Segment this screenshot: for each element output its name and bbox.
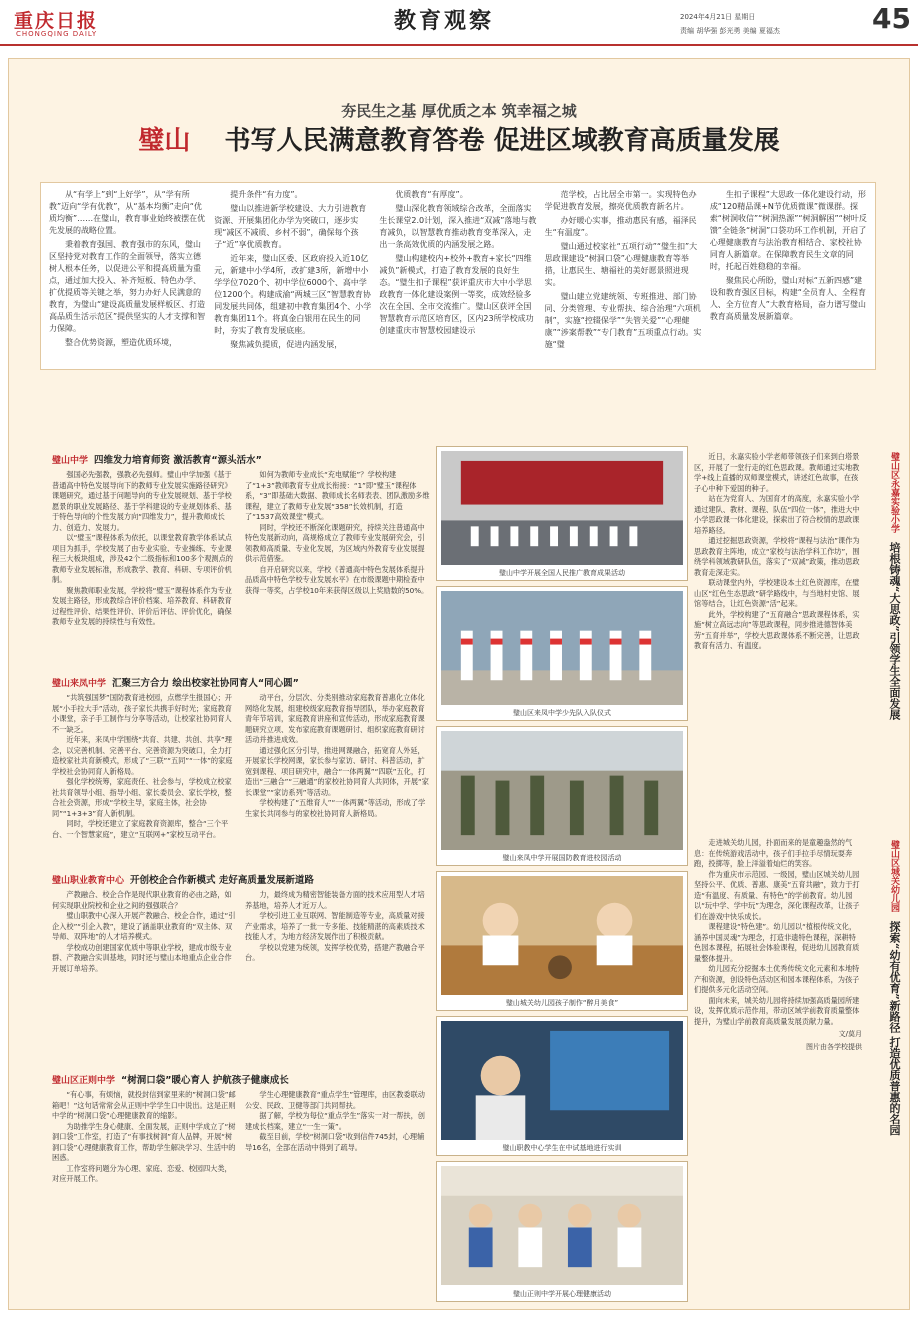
lead-column — [545, 189, 702, 363]
right-paragraph: 近日，永嘉实验小学老师带领孩子们来到白塔景区，开展了一堂行走的红色思政课。教师通过实地教学+线上直播的双师课堂模式，讲述红色故事，在孩子心中种下爱国的种子。 — [694, 452, 860, 493]
section-column — [245, 693, 430, 840]
lead-paragraph: 整合优势资源，塑造优质环境， — [65, 338, 177, 347]
right-paragraph: 作为重庆市示范园、一级园，璧山区城关幼儿园坚持公平、优质、普惠、康美“五育共融”，致力于打造“有温度、有质量、有特色”的学前教育。幼儿园以“玩中学、学中玩”为理念，深化课程改革，让孩子们在游戏中快乐成长。 — [694, 869, 860, 921]
lead-paragraph: 聚焦减负提质，促进内涵发展， — [230, 340, 343, 349]
section-paragraph: 动平台，分层次、分类别推动家庭教育普惠化立体化网络化发展，组建校级家庭教育指导团队，举办家庭教育青年节培训，家庭教育讲座和宣传活动，形成家庭教育课题研究立项、发布家庭教育课题研讨、组织家庭教育研讨活动并推进成效。 — [245, 693, 425, 744]
section-chengguan-headline: 探索“幼有优育”新路径 打造优质普惠的名园 — [888, 921, 901, 1136]
section-yongjia-text — [694, 452, 862, 832]
section-header — [52, 675, 430, 689]
section-header — [52, 872, 430, 886]
section-column — [52, 1090, 237, 1185]
photo-5 — [436, 1016, 688, 1156]
photo-4 — [436, 871, 688, 1011]
photo-3-caption: 璧山来凤中学开展国防教育进校园活动 — [502, 854, 622, 862]
right-paragraph: 通过挖掘思政资源，学校将“课程与法治”课作为思政教育主阵地，成立“家校与法治学科工作坊”，围绕学科领域教研队伍，落实了“双减”政策，推动思政教育走深走实。 — [694, 536, 860, 577]
section-column — [52, 693, 237, 840]
headline-place: 璧山 — [138, 126, 191, 156]
section-yongjia-org: 璧山区永嘉实验小学 — [889, 452, 899, 533]
section-org: 璧山来凤中学 — [52, 678, 107, 689]
section-org: 璧山区正则中学 — [52, 1075, 116, 1086]
section-org: 璧山职业教育中心 — [52, 875, 125, 886]
section-columns — [52, 1090, 430, 1185]
section-title: 教育观察 — [394, 8, 495, 34]
section-column — [245, 1090, 430, 1185]
photo-1-image — [441, 451, 683, 565]
issue-staff: 责编 胡华强 彭光勇 美编 夏福杰 — [680, 27, 780, 35]
section-column — [245, 470, 430, 628]
section-paragraph: 强国必先强教，强教必先强师。璧山中学加强《基于普通高中特色发展导向下的教师专业发展实施路径研究》课题研究，通过基于问题导向的专业发展规划、基于学校愿景的职业发展路径、基于学科建设的专业规划体系、基于特色导向的个性发展方向“四维发力”，提升教师成长力、创造力、发展力。 — [52, 470, 232, 532]
masthead — [0, 0, 918, 46]
lead-paragraph: 璧山通过校家社“五项行动”“璧生扣”大思政课建设“树洞口袋”心理健康教育等举措，让惠民生、塘福社的美好愿景照进现实。 — [544, 242, 698, 287]
lead-paragraph: 办好暖心实事，推动惠民有感，福泽民生“有温度”。 — [544, 216, 697, 237]
photo-strip — [436, 446, 688, 1302]
section-chengguan-title — [864, 840, 904, 1290]
section-paragraph: 同时，学校还不断深化课题研究，持续关注普通高中特色发展新动向，高规格成立了教师专业发展研究会，引领教师高质量、专业化发展，为区域内外教育专业发展提供示范借鉴。 — [245, 522, 425, 563]
lead-paragraph: 璧山构建校内+校外+教育+家长“四维减负”新模式，打造了教育发展的良好生态。“璧生扣子课程”获评重庆市大中小学思政教育一体化建设案例一等奖，成效经验多次在全国、全市交流推广。璧山区获评全国智慧教育示范区培育区，区内23所学校成功创建重庆市智慧校园建设示 — [379, 254, 534, 335]
photo-4-image — [441, 876, 683, 995]
lead-box — [40, 182, 876, 370]
section-paragraph: 学校构建了“五维育人”“一体两翼”等活动，形成了学生家长共同参与的家校社协同育人新格局。 — [245, 798, 426, 818]
section-paragraph: 如何为教师专业成长“充电赋能”？学校构建了“1+3”教师教育专业成长衔接：“1”即“璧玉”课程体系，“3”即基础大数据、教师成长名师表表、团队激励多维课程，建立了教师专业发展“358”长效机制，打造了“1537高效课堂”模式。 — [245, 470, 430, 521]
page-number: 45 — [872, 2, 911, 35]
photo-credit: 图片由各学校提供 — [806, 1042, 862, 1051]
section-title: 汇聚三方合力 绘出校家社协同育人“同心圆” — [112, 678, 299, 689]
section-column — [52, 890, 237, 974]
photo-6-caption: 璧山正则中学开展心理健康活动 — [513, 1290, 611, 1298]
section-column — [52, 470, 237, 628]
photo-2-caption: 璧山区来凤中学少先队入队仪式 — [513, 709, 611, 717]
section-columns — [52, 470, 430, 628]
right-column — [694, 446, 862, 1302]
section-paragraph: 学校引进工业互联网、智能制造等专业，高质量对接产业需求，培养了一批一专多能、技能精湛的高素质技术技能人才，为地方经济发展作出了积极贡献。 — [245, 911, 425, 941]
section-paragraph: 近年来，来凤中学围绕“共育、共建、共创、共享”理念，以完善机制、完善平台、完善资源为突破口，全力打造校家社共育新模式，形成了“三联”“五同”“一体”的家庭学校社会协同育人新格局。 — [52, 735, 233, 776]
lead-column — [214, 189, 371, 363]
section-paragraph: 力，最终成为精密智能装备方面的技术应用型人才培养基地，培养人才近万人。 — [245, 890, 425, 910]
section-yongjia-title — [864, 452, 904, 832]
section-org: 璧山中学 — [52, 455, 89, 466]
section-paragraph: 聚焦教师职业发展，学校将“璧玉”课程体系作为专业发展主路径，形成教综合评价档案、培养教育、科研教育过程性评价、结果性评价、评价后评估、评价优化，确保教师专业发展的持续性与有效性。 — [52, 585, 232, 626]
section-paragraph: 通过强化区分引导，推进网课融合，拓宽育人外延，开展家长学校网课，家长参与家访、研讨、科普活动，扩宽到课程、项目研究中，融合“一体两翼”“四联”五化，打造出“三融合”“三融通”的家校社协同育人共同体，开展“家长课堂”“家访系列”等活动。 — [245, 745, 429, 797]
author-line: 文/莫月 — [838, 1030, 862, 1038]
right-paragraph: 幼儿园充分挖掘本土优秀传统文化元素和本地特产和资源，创设特色活动区和园本课程体系，为孩子们提供多元化活动空间。 — [694, 964, 860, 994]
section-paragraph: 学校成功创建国家优质中等职业学校，建成市级专业群、产教融合实训基地，同时还与璧山本地重点企业合作开展订单培养。 — [52, 942, 232, 973]
newspaper-logo: 重庆日报 — [14, 10, 99, 32]
section-title: 四维发力培育师资 激活教育“源头活水” — [94, 455, 262, 466]
photo-1-caption: 璧山中学开展全国人民推广教育成果活动 — [499, 569, 625, 577]
section-chengguan-text — [694, 838, 862, 1298]
right-paragraph: 此外，学校构建了“五育融合”思政课程体系，实施“树立高远志向”等思政课程，同步推进德智体美劳“五育并举”，学校大思政课体系不断完善，让思政教育有活力、有温度。 — [694, 609, 860, 650]
lead-paragraph: 璧山建立党建统领、专班推进、部门协同、分类管理、专业帮扶、综合治理“六项机制”，实施“控辍保学”“失管关爱”“心理健康”“涉案帮教”“专门教育”五项重点行动。实施“璧 — [544, 292, 702, 349]
headline-title: 书写人民满意教育答卷 促进区域教育高质量发展 — [224, 126, 780, 156]
section-columns — [52, 890, 430, 974]
lead-paragraph: 秉着教育强国、教育强市的东风，璧山区坚持党对教育工作的全面领导，落实立德树人根本任务，以促进公平和提高质量为重点，通过加大投入、补齐短板、特色办学、扩优提质等关键之举，努力办好人民满意的教育，为璧山“建设高质量发展样板区、打造高品质生活示范区”提供坚实的人才支撑和智力保障。 — [49, 240, 206, 333]
lead-paragraph: 提升条件“有力度”。 — [230, 190, 303, 199]
right-paragraph: 课程建设“特色建”。幼儿园以“植根传统文化，涵养中国灵魂”为理念，打造非遗特色课程，深耕特色园本课程，拓展社会体验课程，促进幼儿园教育质量整体提升。 — [694, 922, 860, 963]
lead-paragraph: 从“有学上”到“上好学”，从“学有所教”迈向“学有优教”，从“基本均衡”走向“优质均衡”……在璧山，教育事业始终被摆在优先发展的战略位置。 — [49, 190, 206, 235]
right-paragraph: 站在为党育人、为国育才的高度，永嘉实验小学通过建队、教材、课程、队伍“四位一体”，推进大中小学思政课一体化建设，探索出了符合校情的思政课培养路径。 — [694, 494, 860, 535]
section-title: “树洞口袋”暖心育人 护航孩子健康成长 — [121, 1075, 289, 1086]
section-paragraph: 据了解，学校为每位“重点学生”落实一对一帮扶，创建成长档案，建立“一生一策”。 — [245, 1111, 425, 1131]
photo-3-image — [441, 731, 683, 850]
photo-4-caption: 璧山城关幼儿园孩子制作“醉月美食” — [505, 999, 619, 1007]
section-paragraph: 以“璧玉”课程体系为依托，以课堂教育教学体系试点项目为抓手，学校发展了由专业实验、专业操练、专业课程三大板块组成，涉及42个二级指标和100多个观测点的教师专业发展标准，形成教学、教育、科研、专项评价机制。 — [52, 533, 233, 584]
lead-columns — [49, 189, 867, 363]
section-paragraph: 产教融合、校企合作是现代职业教育的必由之路，如何实现职业院校和企业之间的强强联合？ — [52, 890, 232, 910]
headline — [0, 120, 918, 157]
right-paragraph: 面向未来，城关幼儿园将持续加强高质量园所建设，发挥优质示范作用，带动区域学前教育质量整体提升，为璧山学前教育高质量发展贡献力量。 — [694, 995, 860, 1026]
photo-2-image — [441, 591, 683, 705]
section-paragraph: 强化学校统筹，家庭责任、社会参与，学校成立校家社共育领导小组、指导小组、家长委员会、家长学校，整合社会资源，形成“学校主导，家庭主体，社会协同”“1+3+3”育人新机制。 — [52, 777, 232, 818]
section-paragraph: 截至目前，学校“树洞口袋”收到信件745封，心理辅导16名，全部在活动中得到了疏导。 — [245, 1132, 425, 1152]
section-laifeng-middle-school — [52, 675, 430, 853]
section-paragraph: 学校以党建为统领，发挥学校优势，搭建产教融合平台。 — [245, 942, 425, 962]
section-columns — [52, 693, 430, 840]
issue-date: 2024年4月21日 星期日 — [680, 13, 756, 21]
photo-5-image — [441, 1021, 683, 1140]
lead-paragraph: 近年来，璧山区委、区政府投入近10亿元，新建中小学4所，改扩建3所，新增中小学学位7020个、初中学位6000个、高中学位1200个。构建成渝“两城三区”智慧教育协同发展共同体，组建初中教育集团4个、小学教育集团11个。将真金白银用在民生的同时，夯实了教育发展底座。 — [214, 254, 372, 335]
section-paragraph: “有心事，有烦恼，就投封信到家里来的”树洞口袋”邮箱吧！”这句话常常会从正则中学学生口中说出。这是正则中学的“树洞口袋”心理健康教育的缩影。 — [52, 1090, 236, 1120]
photo-6-image — [441, 1166, 683, 1285]
section-paragraph: “共筑强国梦”国防教育进校园，点燃学生报国心；开展“小手拉大手”活动，孩子家长共携手好时光；家庭教育小课堂，亲子手工制作与分享等活动，让校家社协同育人不一缺乏。 — [52, 693, 232, 734]
section-vocational-center — [52, 872, 430, 1052]
section-paragraph: 学生心理健康教育“重点学生”管理库，由区教委联动公安、民政、卫健等部门共同帮扶。 — [245, 1090, 425, 1110]
section-zhengze-middle-school — [52, 1072, 430, 1302]
lead-paragraph: 优质教育“有厚度”。 — [395, 190, 468, 199]
newspaper-logo-sub: CHONGQING DAILY — [16, 30, 98, 38]
section-header — [52, 1072, 430, 1086]
lead-column — [710, 189, 867, 363]
lead-column — [379, 189, 536, 363]
section-bishan-middle-school — [52, 452, 430, 662]
photo-5-caption: 璧山职教中心学生在中试基地进行实训 — [502, 1144, 622, 1152]
section-paragraph: 工作室将问题分为心理、家庭、恋爱、校园四大类，对应开展工作。 — [52, 1163, 232, 1183]
section-paragraph: 为助推学生身心健康、全面发展，正则中学成立了“树洞口袋”工作室，打造了“有事找树洞”育人品牌，开展“树洞口袋”心理健康教育工作，帮助学生解决学习、生活中的困惑。 — [52, 1121, 236, 1162]
lead-paragraph: 璧山以推进新学校建设、大力引进教育资源、开展集团化办学为突破口，逐步实现“减区不减质、乡村不弱”，确保每个孩子“近”享优质教育。 — [214, 204, 367, 249]
photo-6 — [436, 1161, 688, 1302]
section-paragraph: 璧山职教中心深入开展产教融合、校企合作，通过“引企入校”“引企入教”，建设了涵盖职业教育的“双主体、双导师、双阵地”的人才培养模式。 — [52, 911, 236, 941]
lead-paragraph: 璧山深化教育领域综合改革，全面落实生长课堂2.0计划，深入推进“双减”落地与教育减负，以智慧教育推动教育变革深入，走出一条高效优质的内涵发展之路。 — [379, 204, 537, 249]
section-yongjia-headline: 培根铸魂“大思政”引领学生全面发展 — [888, 542, 901, 720]
section-paragraph: 同时，学校还建立了家庭教育资源库，整合“三个平台、一个智慧家庭”，建立“互联网+”家校互动平台。 — [52, 819, 229, 839]
photo-3 — [436, 726, 688, 866]
lead-paragraph: 聚焦民心所盼，璧山对标“五新四感”建设和教育强区目标，构建“全员育人、全程育人、全方位育人”大教育格局，奋力谱写璧山教育高质量发展新篇章。 — [709, 276, 866, 321]
right-paragraph: 走进城关幼儿园，扑面而来的是童趣盎然的气息：在传统游戏活动中，孩子们手拉手尽情玩耍奔跑，投掷等，脸上洋溢着灿烂的笑容。 — [694, 838, 853, 868]
lead-column — [49, 189, 206, 363]
photo-1 — [436, 446, 688, 581]
photo-2 — [436, 586, 688, 721]
section-column — [245, 890, 430, 974]
section-header — [52, 452, 430, 466]
section-chengguan-org: 璧山区城关幼儿园 — [889, 840, 899, 912]
section-title: 开创校企合作新模式 走好高质量发展新道路 — [130, 875, 314, 886]
section-paragraph: 自开启研究以来，学校《普通高中特色发展体系提升品质高中特色学校专业发展水平》在市级课题中期检查中获得一等奖，占学校10年来获得区级以上奖励数的50%。 — [245, 564, 429, 595]
right-paragraph: 联动课堂内外，学校建设本土红色资源库，在璧山区“红色生态思政”研学路线中，与当地村史馆、展馆等结合，让红色资源“活”起来。 — [694, 578, 860, 608]
lead-paragraph: 生扣子课程”大思政一体化建设行动，形成“120精品课+N节优质微课”微课群。探索“树洞收信”“树洞热源”“树洞解困”“树叶反馈”全链条“树洞”口袋功环工作机制，开启了心理健康教育与法治教育相结合、家校社协同育人新篇章。在保障教育民生文章的同时，托起百姓稳稳的幸福。 — [709, 190, 867, 271]
headline-kicker: 夯民生之基 厚优质之本 筑幸福之城 — [341, 102, 577, 120]
lead-paragraph: 范学校，占比居全市第一。实现特色办学促进教育发展，擦亮优质教育新名片。 — [544, 190, 697, 211]
